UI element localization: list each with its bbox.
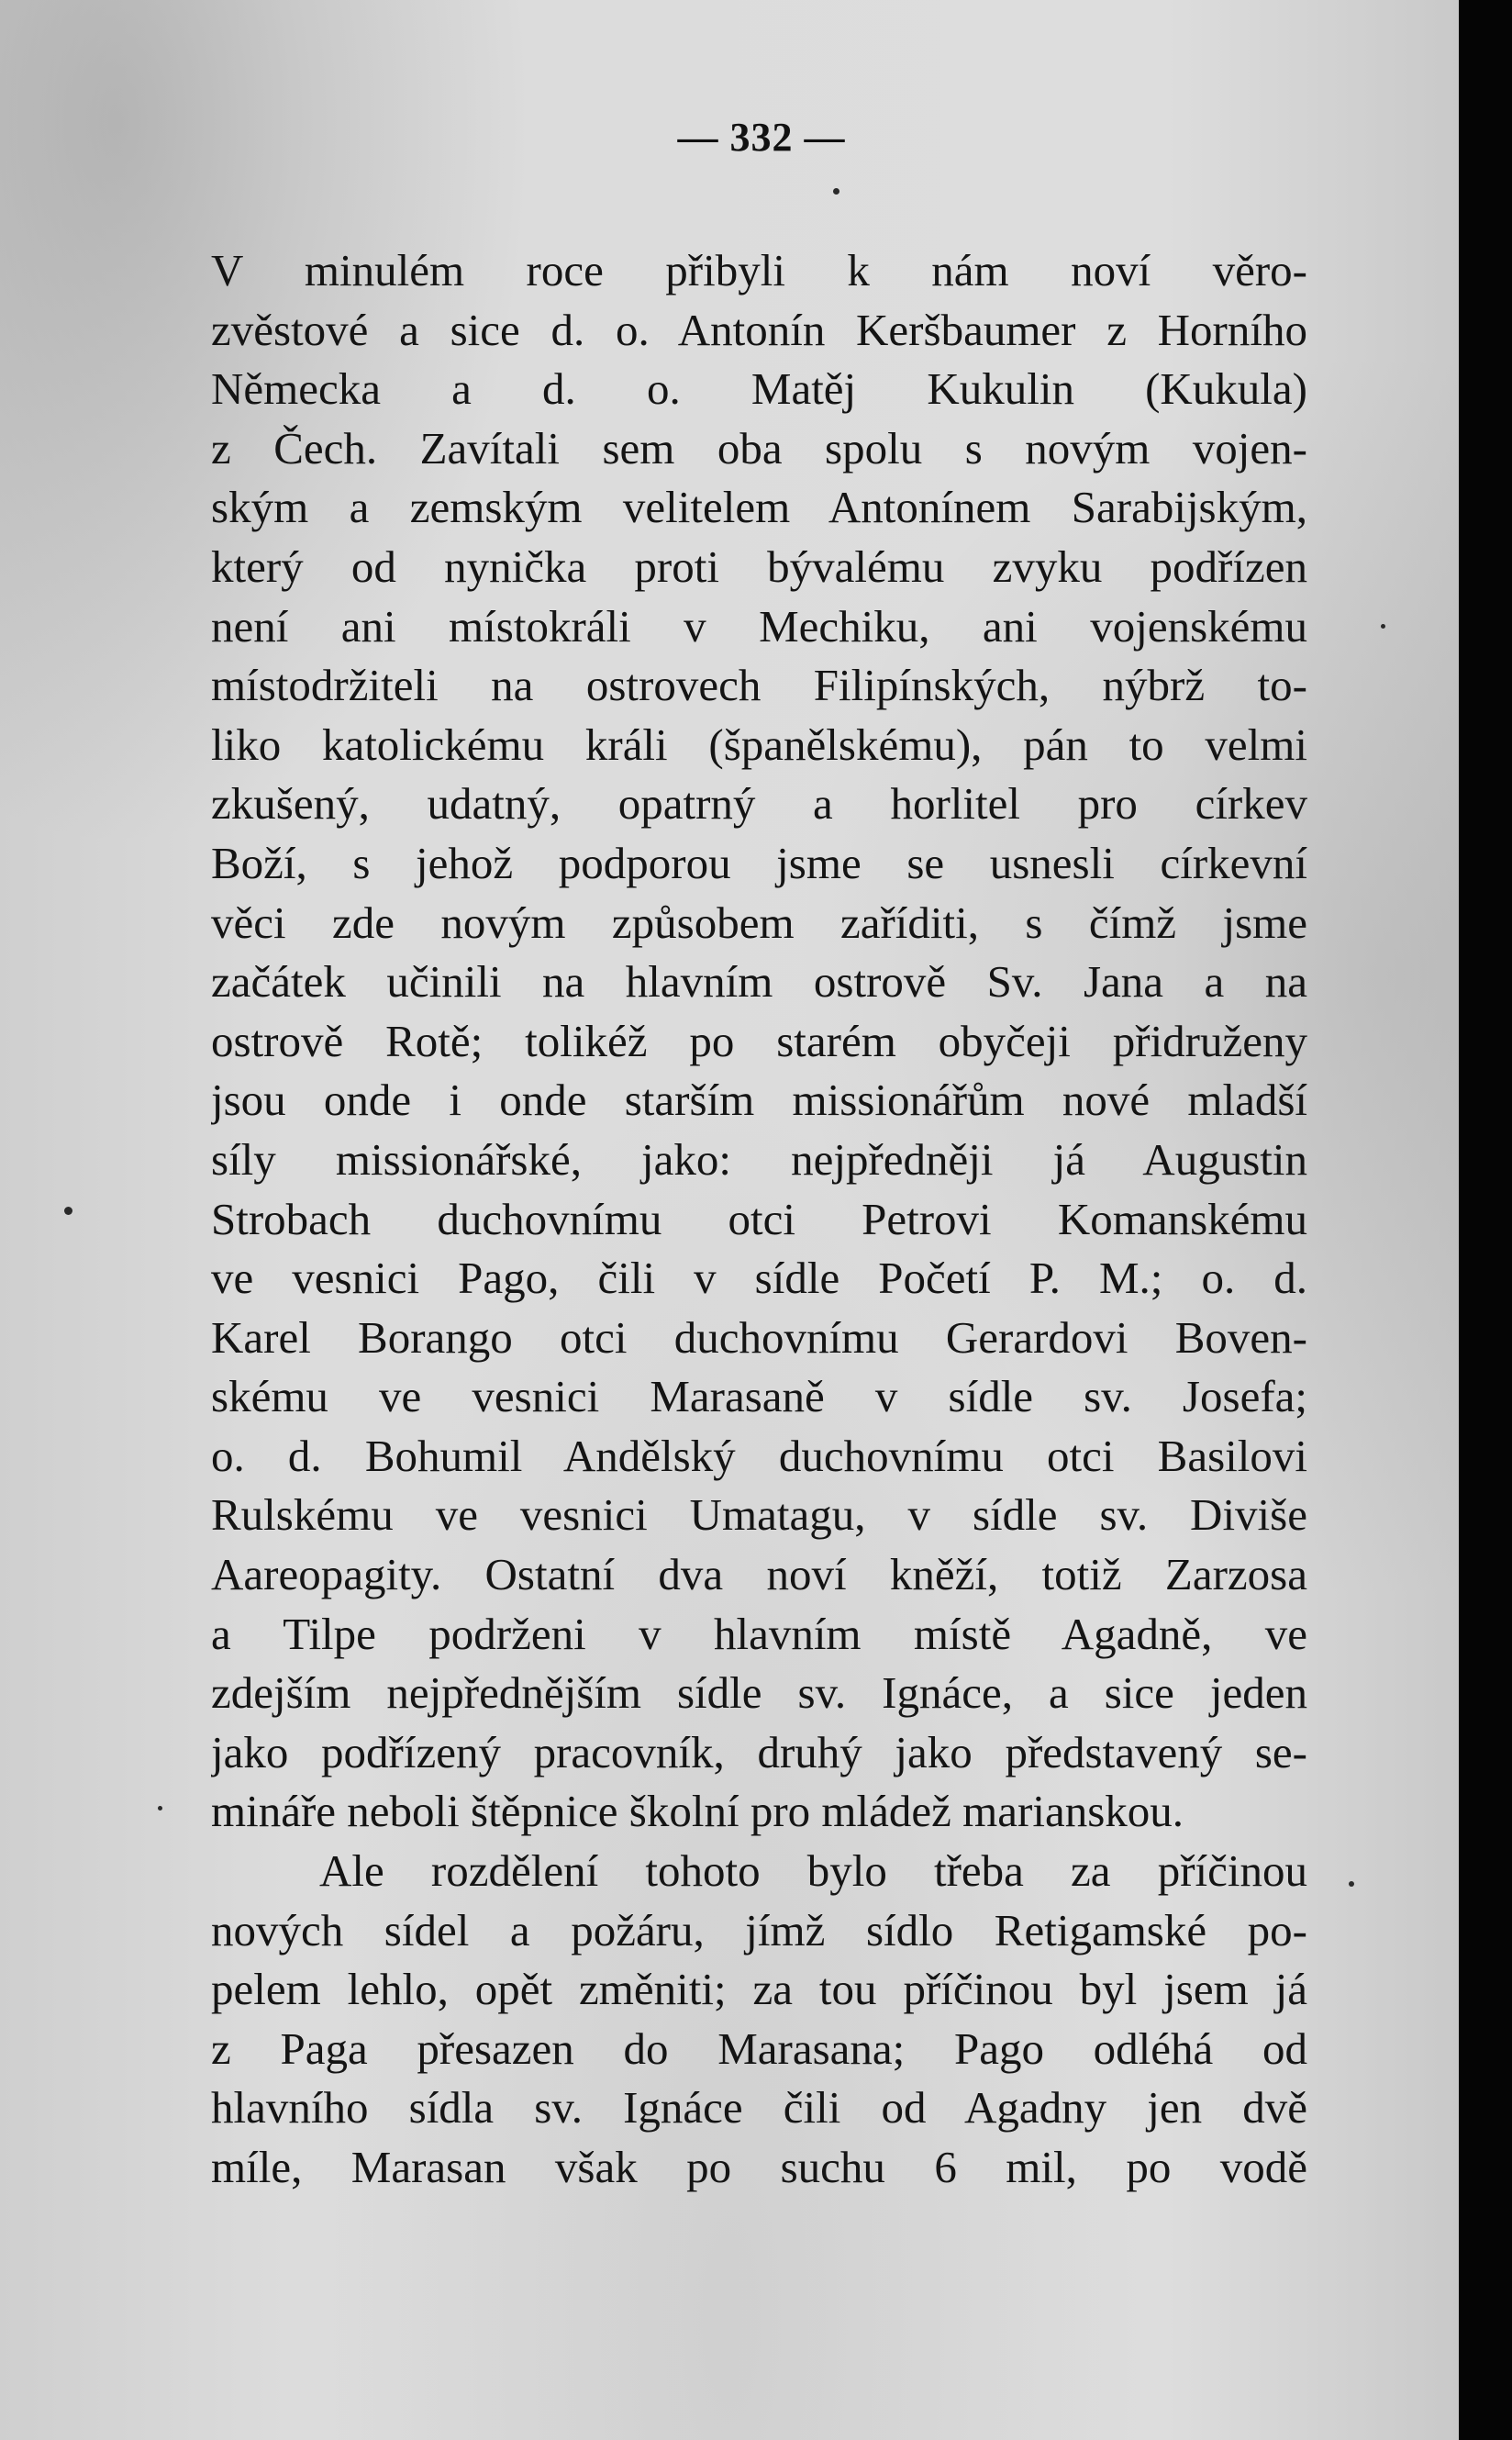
text-line: není ani místokráli v Mechiku, ani vojenskému: [211, 600, 1307, 652]
text-line: jako podřízený pracovník, druhý jako představený se-: [211, 1726, 1307, 1777]
text-line: který od nynička proti bývalému zvyku podřízen: [211, 540, 1307, 592]
text-line: nových sídel a požáru, jímž sídlo Retigamské po-: [211, 1904, 1307, 1955]
text-line: zvěstové a sice d. o. Antonín Keršbaumer z Horního: [211, 304, 1307, 355]
text-line: hlavního sídla sv. Ignáce čili od Agadny jen dvě: [211, 2082, 1307, 2134]
text-line: místodržiteli na ostrovech Filipínských, nýbrž to-: [211, 660, 1307, 711]
text-line: z Čech. Zavítali sem oba spolu s novým vojen-: [211, 422, 1307, 474]
text-line: zkušený, udatný, opatrný a horlitel pro církev: [211, 778, 1307, 830]
text-line: Aareopagity. Ostatní dva noví kněží, totiž Zarzosa: [211, 1549, 1307, 1600]
text-line: zdejším nejpřednějším sídle sv. Ignáce, a sice jeden: [211, 1667, 1307, 1719]
text-line: Strobach duchovnímu otci Petrovi Komanskému: [211, 1193, 1307, 1244]
text-line: mináře neboli štěpnice školní pro mládež marianskou.: [211, 1786, 1184, 1837]
ink-speck: [64, 1207, 72, 1215]
text-line: liko katolickému králi (španělskému), pán to velmi: [211, 719, 1307, 770]
body-text: [211, 241, 1307, 2198]
text-line: síly missionářské, jako: nejpředněji já Augustin: [211, 1133, 1307, 1185]
text-line: V minulém roce přibyli k nám noví věro-: [211, 245, 1307, 295]
text-line: ve vesnici Pago, čili v sídle Početí P. M.; o. d.: [211, 1253, 1307, 1304]
text-line: jsou onde i onde starším missionářům nové mladší: [211, 1075, 1307, 1126]
text-line: pelem lehlo, opět změniti; za tou příčinou byl jsem já: [211, 1964, 1307, 2015]
text-line: z Paga přesazen do Marasana; Pago odléhá od: [211, 2022, 1307, 2074]
text-line: Rulskému ve vesnici Umatagu, v sídle sv. Diviše: [211, 1489, 1307, 1541]
text-line: o. d. Bohumil Andělský duchovnímu otci Basilovi: [211, 1430, 1307, 1481]
text-line: Karel Borango otci duchovnímu Gerardovi Boven-: [211, 1311, 1307, 1363]
text-line: Ale rozdělení tohoto bylo třeba za příčinou: [319, 1845, 1307, 1897]
scan-border: [1459, 0, 1512, 2440]
text-line: věci zde novým způsobem zaříditi, s čímž jsme: [211, 897, 1307, 948]
page-number: — 332 —: [677, 115, 846, 160]
ink-speck: [1381, 624, 1385, 629]
ink-speck: [1349, 1881, 1354, 1887]
text-line: a Tilpe podrženi v hlavním místě Agadně, ve: [211, 1608, 1307, 1659]
text-line: skému ve vesnici Marasaně v sídle sv. Josefa;: [211, 1371, 1307, 1422]
ink-speck: [158, 1806, 162, 1811]
text-line: ským a zemským velitelem Antonínem Sarabijským,: [211, 482, 1307, 533]
text-line: ostrově Rotě; tolikéž po starém obyčeji přidruženy: [211, 1015, 1307, 1066]
text-line: Německa a d. o. Matěj Kukulin (Kukula): [211, 363, 1307, 415]
text-line: míle, Marasan však po suchu 6 mil, po vodě: [211, 2142, 1307, 2192]
text-line: začátek učinili na hlavním ostrově Sv. Jana a na: [211, 956, 1307, 1008]
ink-speck: [833, 188, 839, 195]
text-line: Boží, s jehož podporou jsme se usnesli církevní: [211, 837, 1307, 888]
